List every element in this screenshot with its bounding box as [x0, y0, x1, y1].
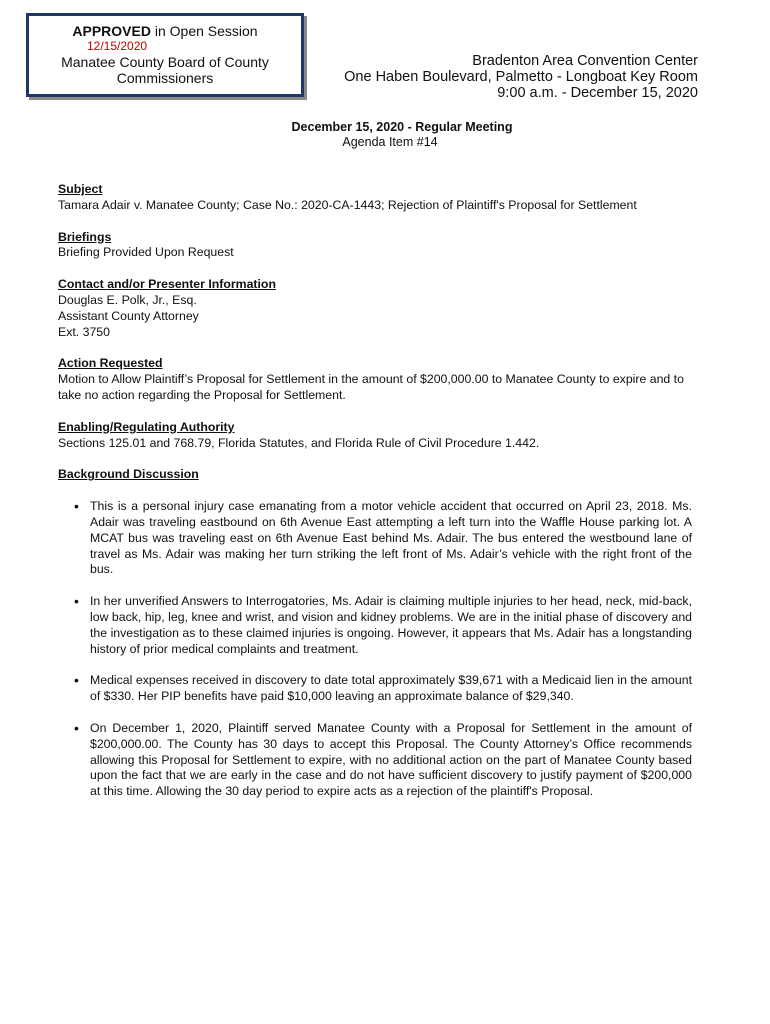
bullet-text: This is a personal injury case emanating from a motor vehicle accident that occurred on April 23, 2018. Ms. Adair was traveling eastbound on 6th Avenue East attempting a left turn into the Waffle House parking lot. A MCAT bus was traveling east on 6th Avenue East behind Ms. Adair. The bus entered the westbound lane of travel as Ms. Adair was making her turn striking the left front of Ms. Adair’s vehicle with the right front of the bus.	[90, 499, 692, 577]
contact-title: Assistant County Attorney	[58, 308, 199, 323]
contact-section	[58, 277, 692, 340]
background-heading: Background Discussion	[58, 467, 199, 482]
stamp-approved: APPROVED	[72, 23, 151, 39]
venue-block	[344, 53, 698, 101]
action-section	[58, 356, 692, 403]
contact-name: Douglas E. Polk, Jr., Esq.	[58, 292, 197, 307]
meeting-title: December 15, 2020 - Regular Meeting	[291, 120, 513, 134]
bullet-icon: •	[74, 719, 79, 736]
authority-section	[58, 420, 692, 452]
stamp-status-line	[29, 23, 301, 39]
action-heading: Action Requested	[58, 356, 163, 371]
meeting-header	[0, 120, 770, 149]
background-section	[58, 467, 692, 800]
authority-text: Sections 125.01 and 768.79, Florida Statutes, and Florida Rule of Civil Procedure 1.442.	[58, 435, 540, 450]
list-item	[58, 499, 692, 578]
venue-line1: Bradenton Area Convention Center	[472, 53, 698, 69]
list-item	[58, 594, 692, 657]
stamp-status-rest: in Open Session	[150, 23, 258, 39]
bullet-text: In her unverified Answers to Interrogatories, Ms. Adair is claiming multiple injuries to her head, neck, mid-back, low back, hip, leg, knee and wrist, and vision and kidney problems. We are in the initial phase of discovery and the investigation as to these claimed injuries is ongoing. However, it appears that Ms. Adair has a longstanding history of prior medical complaints and treatment.	[90, 594, 692, 656]
authority-heading: Enabling/Regulating Authority	[58, 419, 235, 434]
list-item	[58, 721, 692, 800]
document-body	[58, 182, 692, 816]
bullet-text: On December 1, 2020, Plaintiff served Manatee County with a Proposal for Settlement in the amount of $200,000.00. The County has 30 days to accept this Proposal. The County Attorney’s Office recommends allowing this Proposal for Settlement to expire, with no additional action on the part of Manatee County based upon the fact that we are early in the case and do not have sufficient discovery to justify payment of $200,000 at this time. Allowing the 30 day period to expire acts as a rejection of the plaintiff's Proposal.	[90, 720, 692, 799]
subject-section	[58, 182, 692, 214]
list-item	[58, 673, 692, 705]
bullet-text: Medical expenses received in discovery to date total approximately $39,671 with a Medicaid lien in the amount of $330. Her PIP benefits have paid $10,000 leaving an approximate balance of $29,340.	[90, 673, 692, 704]
bullet-icon: •	[74, 672, 79, 689]
background-list	[58, 499, 692, 800]
contact-heading: Contact and/or Presenter Information	[58, 277, 276, 292]
briefings-heading: Briefings	[58, 229, 112, 244]
contact-ext: Ext. 3750	[58, 324, 110, 339]
stamp-board-line1: Manatee County Board of County	[61, 54, 269, 70]
briefings-section	[58, 230, 692, 262]
stamp-board-line2: Commissioners	[116, 70, 214, 86]
stamp-date: 12/15/2020	[87, 39, 148, 53]
approval-stamp	[26, 13, 304, 97]
subject-text: Tamara Adair v. Manatee County; Case No.: 2020-CA-1443; Rejection of Plaintiff's Proposal for Settlement	[58, 197, 637, 212]
bullet-icon: •	[74, 498, 79, 515]
briefings-text: Briefing Provided Upon Request	[58, 245, 234, 260]
venue-line2: One Haben Boulevard, Palmetto - Longboat Key Room	[344, 69, 698, 85]
subject-heading: Subject	[58, 182, 103, 196]
action-text: Motion to Allow Plaintiff’s Proposal for Settlement in the amount of $200,000.00 to Manatee County to expire and to take no action regarding the Proposal for Settlement.	[58, 372, 684, 402]
venue-line3: 9:00 a.m. - December 15, 2020	[497, 85, 698, 101]
bullet-icon: •	[74, 593, 79, 610]
agenda-item: Agenda Item #14	[342, 135, 438, 149]
